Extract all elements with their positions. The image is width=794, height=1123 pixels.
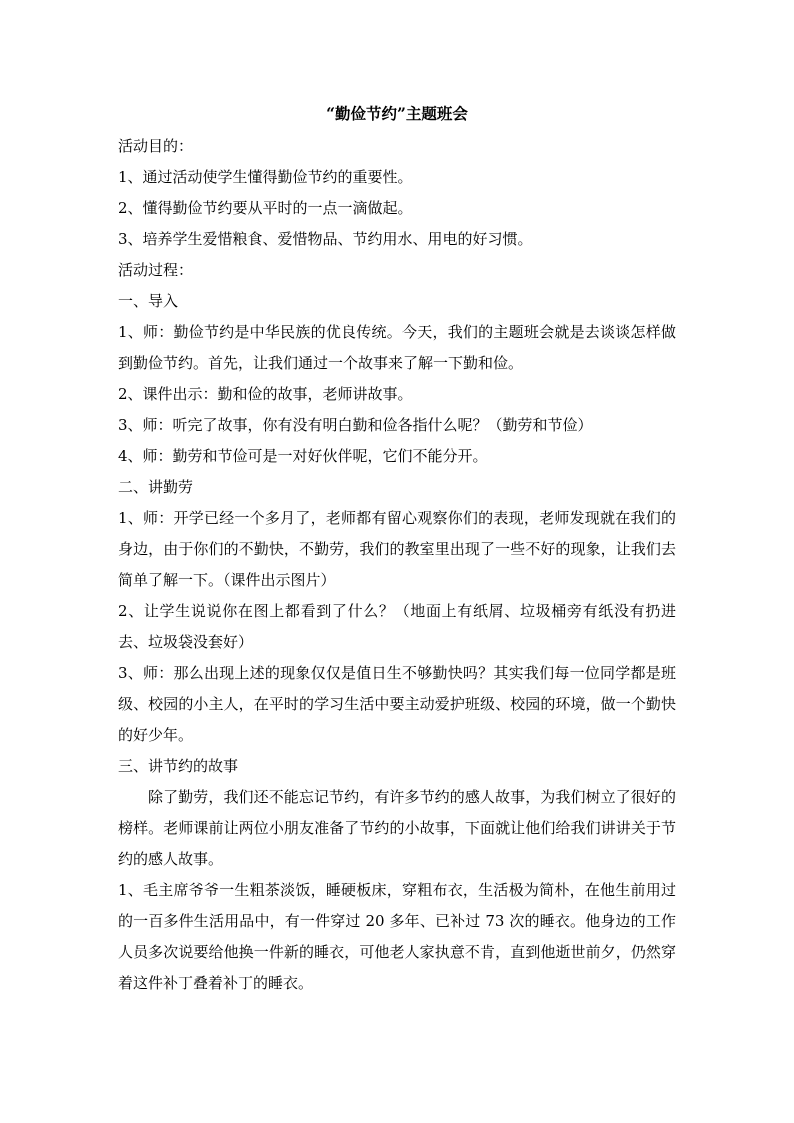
document-body: [118, 98, 676, 999]
heading-introduction: 一、导入: [118, 292, 179, 310]
diligence-step-2: 2、让学生说说你在图上都看到了什么？（地面上有纸屑、垃圾桶旁有纸没有扔进去、垃圾袋没套好）: [118, 602, 676, 651]
diligence-step-1: 1、师：开学已经一个多月了，老师都有留心观察你们的表现，老师发现就在我们的身边，由于你们的不勤快，不勤劳，我们的教室里出现了一些不好的现象，让我们去简单了解一下。（课件出示图片）: [118, 509, 676, 589]
intro-step-2: 2、课件出示：勤和俭的故事，老师讲故事。: [118, 385, 413, 403]
purpose-item-2: 2、懂得勤俭节约要从平时的一点一滴做起。: [118, 199, 413, 217]
heading-thrift-stories: 三、讲节约的故事: [118, 757, 239, 775]
heading-diligence: 二、讲勤劳: [118, 478, 194, 496]
purpose-item-3: 3、培养学生爱惜粮食、爱惜物品、节约用水、用电的好习惯。: [118, 230, 533, 248]
intro-step-1: 1、师：勤俭节约是中华民族的优良传统。今天，我们的主题班会就是去谈谈怎样做到勤俭节约。首先，让我们通过一个故事来了解一下勤和俭。: [118, 323, 676, 372]
intro-step-3: 3、师：听完了故事，你有没有明白勤和俭各指什么呢？（勤劳和节俭）: [118, 416, 593, 434]
section-label-process: 活动过程：: [118, 261, 194, 279]
purpose-item-1: 1、通过活动使学生懂得勤俭节约的重要性。: [118, 168, 413, 186]
document-title: “勤俭节约”主题班会: [326, 104, 468, 123]
intro-step-4: 4、师：勤劳和节俭可是一对好伙伴呢，它们不能分开。: [118, 447, 488, 465]
section-label-purpose: 活动目的：: [118, 137, 194, 155]
diligence-step-3: 3、师：那么出现上述的现象仅仅是值日生不够勤快吗？其实我们每一位同学都是班级、校园的小主人，在平时的学习生活中要主动爱护班级、校园的环境，做一个勤快的好少年。: [118, 664, 676, 744]
thrift-intro-paragraph: 除了勤劳，我们还不能忘记节约，有许多节约的感人故事，为我们树立了很好的榜样。老师课前让两位小朋友准备了节约的小故事，下面就让他们给我们讲讲关于节约的感人故事。: [118, 788, 676, 868]
thrift-story-1: 1、毛主席爷爷一生粗茶淡饭，睡硬板床，穿粗布衣，生活极为简朴，在他生前用过的一百多件生活用品中，有一件穿过 20 多年、已补过 73 次的睡衣。他身边的工作人员多次说要给他换一件新的睡衣，可他老人家执意不肯，直到他逝世前夕，仍然穿着这件补丁叠着补丁的睡衣。: [118, 881, 676, 992]
